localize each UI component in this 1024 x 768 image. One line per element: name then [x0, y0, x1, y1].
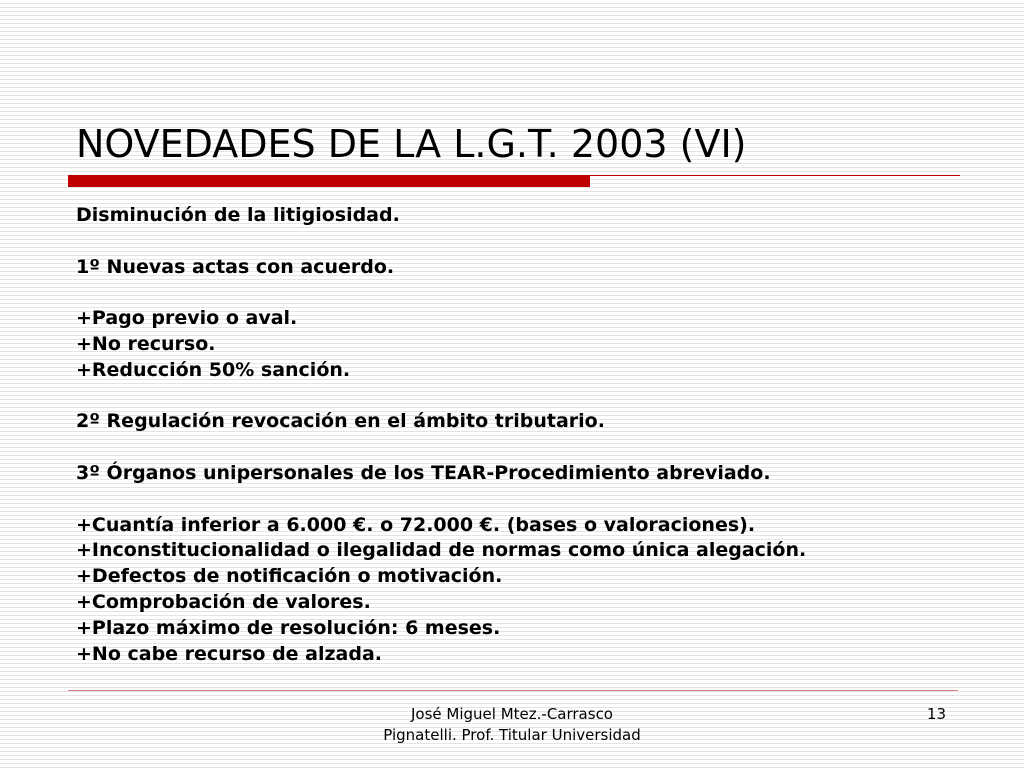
point-3-item: +Defectos de notificación o motivación. — [76, 565, 503, 588]
intro-line: Disminución de la litigiosidad. — [76, 204, 400, 226]
point-1-item: +Pago previo o aval. — [76, 307, 298, 330]
point-1-heading: 1º Nuevas actas con acuerdo. — [76, 255, 395, 278]
point-3-item: +Plazo máximo de resolución: 6 meses. — [76, 616, 501, 639]
point-2-heading: 2º Regulación revocación en el ámbito tributario. — [76, 410, 605, 433]
footer-author-line-1: José Miguel Mtez.-Carrasco — [411, 705, 613, 723]
point-3-heading: 3º Órganos unipersonales de los TEAR-Procedimiento abreviado. — [76, 461, 771, 484]
title-underline-accent — [68, 175, 590, 187]
footer-divider — [68, 690, 958, 691]
slide-body — [76, 203, 976, 667]
page-number: 13 — [926, 705, 946, 723]
point-3-item: +No cabe recurso de alzada. — [76, 642, 383, 665]
point-3-item: +Cuantía inferior a 6.000 €. o 72.000 €. (bases o valoraciones). — [76, 513, 756, 536]
title-underline-thin — [590, 175, 960, 176]
point-1-item: +Reducción 50% sanción. — [76, 358, 351, 381]
slide-title: NOVEDADES DE LA L.G.T. 2003 (VI) — [76, 122, 747, 166]
spacer — [76, 280, 976, 306]
point-3-item: +Comprobación de valores. — [76, 590, 371, 613]
spacer — [76, 384, 976, 410]
footer-author — [362, 704, 662, 746]
footer-author-line-2: Pignatelli. Prof. Titular Universidad — [383, 726, 641, 744]
spacer — [76, 487, 976, 513]
spacer — [76, 229, 976, 255]
spacer — [76, 435, 976, 461]
point-3-item: +Inconstitucionalidad o ilegalidad de normas como única alegación. — [76, 539, 807, 562]
point-1-item: +No recurso. — [76, 332, 216, 355]
